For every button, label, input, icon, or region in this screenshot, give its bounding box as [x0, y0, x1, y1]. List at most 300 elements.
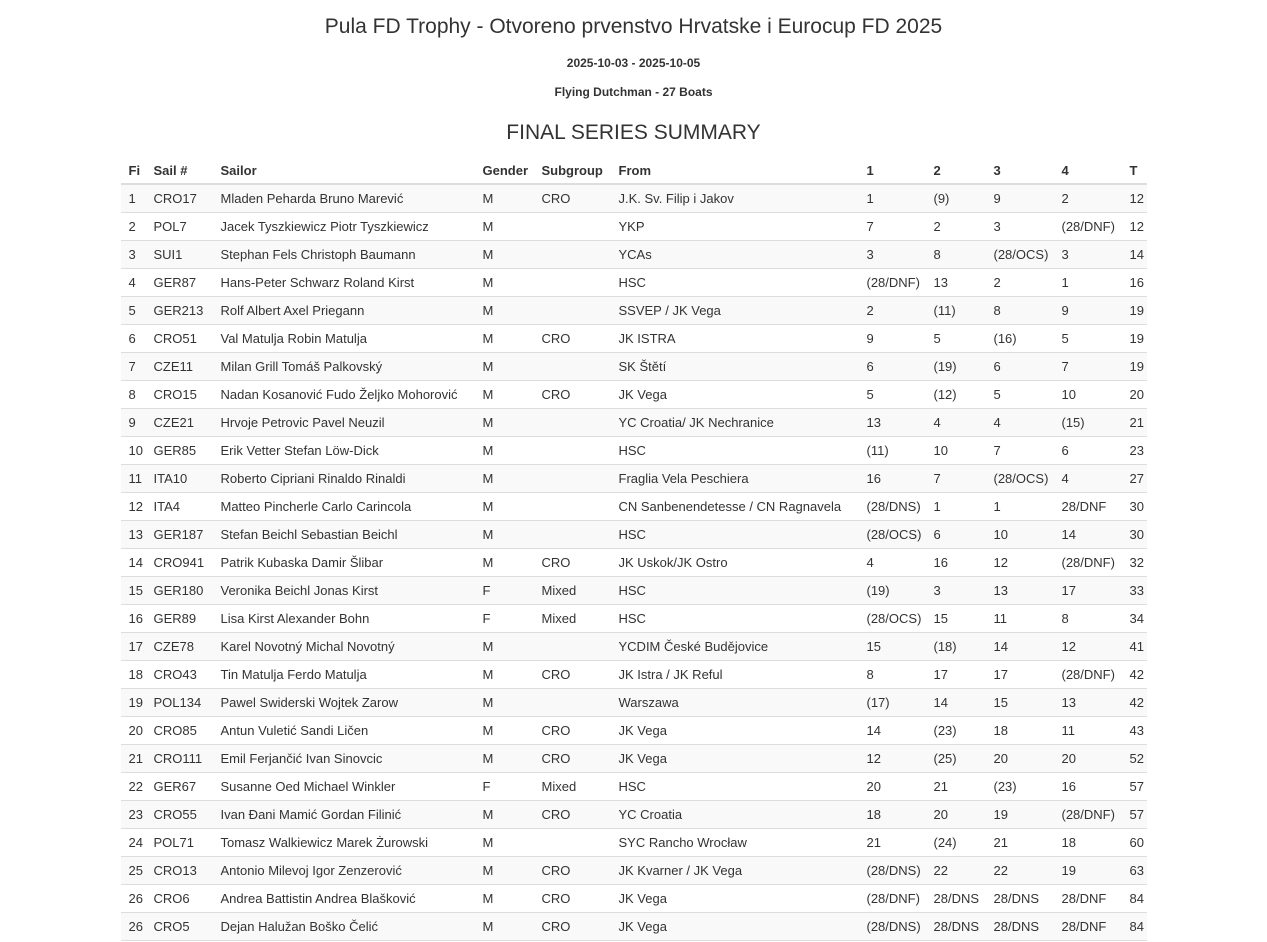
- cell-race-1: 18: [859, 801, 926, 829]
- cell-from: SK Štětí: [611, 353, 859, 381]
- cell-from: SYC Rancho Wrocław: [611, 829, 859, 857]
- cell-from: YC Croatia/ JK Nechranice: [611, 409, 859, 437]
- cell-fi: 17: [121, 633, 146, 661]
- cell-gender: M: [475, 633, 534, 661]
- cell-sailor: Patrik Kubaska Damir Šlibar: [213, 549, 475, 577]
- cell-from: JK Vega: [611, 381, 859, 409]
- cell-fi: 14: [121, 549, 146, 577]
- cell-race-3: 1: [986, 493, 1054, 521]
- cell-fi: 24: [121, 829, 146, 857]
- cell-race-2: (9): [926, 184, 986, 213]
- cell-total: 27: [1122, 465, 1147, 493]
- cell-race-2: 21: [926, 773, 986, 801]
- cell-race-3: 11: [986, 605, 1054, 633]
- cell-from: HSC: [611, 577, 859, 605]
- cell-total: 16: [1122, 269, 1147, 297]
- cell-race-3: 20: [986, 745, 1054, 773]
- cell-race-3: 6: [986, 353, 1054, 381]
- cell-gender: M: [475, 381, 534, 409]
- table-row: [121, 605, 1147, 633]
- cell-race-4: 3: [1054, 241, 1122, 269]
- cell-race-2: 16: [926, 549, 986, 577]
- column-header-race-1: 1: [859, 158, 926, 184]
- cell-race-2: 14: [926, 689, 986, 717]
- cell-sailor: Karel Novotný Michal Novotný: [213, 633, 475, 661]
- cell-sail-number: CRO6: [146, 885, 213, 913]
- cell-race-4: 18: [1054, 829, 1122, 857]
- cell-fi: 19: [121, 689, 146, 717]
- cell-sailor: Susanne Oed Michael Winkler: [213, 773, 475, 801]
- cell-sail-number: GER213: [146, 297, 213, 325]
- cell-sailor: Veronika Beichl Jonas Kirst: [213, 577, 475, 605]
- cell-sailor: Hrvoje Petrovic Pavel Neuzil: [213, 409, 475, 437]
- cell-fi: 18: [121, 661, 146, 689]
- cell-race-1: 2: [859, 297, 926, 325]
- cell-from: Warszawa: [611, 689, 859, 717]
- cell-from: YCDIM České Budějovice: [611, 633, 859, 661]
- cell-total: 30: [1122, 521, 1147, 549]
- cell-gender: M: [475, 661, 534, 689]
- cell-race-4: 28/DNF: [1054, 913, 1122, 941]
- cell-sailor: Antun Vuletić Sandi Ličen: [213, 717, 475, 745]
- column-header-race-4: 4: [1054, 158, 1122, 184]
- cell-race-1: 9: [859, 325, 926, 353]
- cell-race-1: 1: [859, 184, 926, 213]
- cell-gender: M: [475, 353, 534, 381]
- cell-gender: M: [475, 549, 534, 577]
- cell-fi: 20: [121, 717, 146, 745]
- cell-subgroup: [534, 689, 611, 717]
- cell-gender: M: [475, 493, 534, 521]
- cell-race-1: (19): [859, 577, 926, 605]
- table-row: [121, 829, 1147, 857]
- cell-race-1: (28/DNS): [859, 493, 926, 521]
- cell-race-2: 8: [926, 241, 986, 269]
- cell-fi: 1: [121, 184, 146, 213]
- cell-sailor: Lisa Kirst Alexander Bohn: [213, 605, 475, 633]
- cell-race-2: (23): [926, 717, 986, 745]
- cell-gender: M: [475, 857, 534, 885]
- cell-gender: F: [475, 605, 534, 633]
- cell-race-2: 15: [926, 605, 986, 633]
- cell-subgroup: CRO: [534, 184, 611, 213]
- cell-race-3: (23): [986, 773, 1054, 801]
- cell-gender: M: [475, 269, 534, 297]
- cell-race-2: 1: [926, 493, 986, 521]
- cell-from: JK Vega: [611, 745, 859, 773]
- cell-race-1: 13: [859, 409, 926, 437]
- cell-race-2: (19): [926, 353, 986, 381]
- cell-race-4: 2: [1054, 184, 1122, 213]
- cell-gender: F: [475, 773, 534, 801]
- cell-subgroup: [534, 633, 611, 661]
- cell-gender: M: [475, 297, 534, 325]
- table-row: [121, 885, 1147, 913]
- cell-race-2: 20: [926, 801, 986, 829]
- cell-fi: 9: [121, 409, 146, 437]
- cell-fi: 11: [121, 465, 146, 493]
- cell-race-4: 17: [1054, 577, 1122, 605]
- cell-subgroup: [534, 409, 611, 437]
- cell-race-1: 7: [859, 213, 926, 241]
- cell-sail-number: ITA10: [146, 465, 213, 493]
- cell-total: 84: [1122, 885, 1147, 913]
- cell-race-4: 11: [1054, 717, 1122, 745]
- cell-race-2: 10: [926, 437, 986, 465]
- cell-sail-number: CZE11: [146, 353, 213, 381]
- cell-total: 19: [1122, 325, 1147, 353]
- cell-race-4: 10: [1054, 381, 1122, 409]
- cell-race-4: 28/DNF: [1054, 493, 1122, 521]
- cell-sail-number: GER187: [146, 521, 213, 549]
- cell-sail-number: CRO13: [146, 857, 213, 885]
- cell-race-1: 5: [859, 381, 926, 409]
- cell-sailor: Roberto Cipriani Rinaldo Rinaldi: [213, 465, 475, 493]
- table-row: [121, 184, 1147, 213]
- cell-from: JK Vega: [611, 717, 859, 745]
- cell-subgroup: [534, 213, 611, 241]
- cell-race-2: 22: [926, 857, 986, 885]
- cell-race-3: (28/OCS): [986, 241, 1054, 269]
- cell-gender: F: [475, 577, 534, 605]
- cell-race-3: 5: [986, 381, 1054, 409]
- cell-race-1: 4: [859, 549, 926, 577]
- cell-from: J.K. Sv. Filip i Jakov: [611, 184, 859, 213]
- cell-sail-number: CRO941: [146, 549, 213, 577]
- cell-fi: 21: [121, 745, 146, 773]
- cell-subgroup: CRO: [534, 549, 611, 577]
- cell-gender: M: [475, 745, 534, 773]
- cell-race-1: (28/DNS): [859, 857, 926, 885]
- cell-subgroup: [534, 241, 611, 269]
- table-row: [121, 801, 1147, 829]
- cell-race-1: (28/OCS): [859, 521, 926, 549]
- cell-sail-number: POL71: [146, 829, 213, 857]
- cell-sail-number: CRO43: [146, 661, 213, 689]
- cell-gender: M: [475, 521, 534, 549]
- cell-race-1: 20: [859, 773, 926, 801]
- cell-race-3: 14: [986, 633, 1054, 661]
- table-row: [121, 717, 1147, 745]
- cell-from: YKP: [611, 213, 859, 241]
- cell-subgroup: [534, 297, 611, 325]
- cell-race-2: 5: [926, 325, 986, 353]
- cell-from: HSC: [611, 605, 859, 633]
- cell-race-4: 13: [1054, 689, 1122, 717]
- cell-subgroup: CRO: [534, 661, 611, 689]
- cell-race-2: 2: [926, 213, 986, 241]
- table-row: [121, 297, 1147, 325]
- cell-total: 12: [1122, 213, 1147, 241]
- cell-race-4: (28/DNF): [1054, 213, 1122, 241]
- column-header-from: From: [611, 158, 859, 184]
- cell-subgroup: CRO: [534, 857, 611, 885]
- cell-race-4: (28/DNF): [1054, 661, 1122, 689]
- table-row: [121, 857, 1147, 885]
- cell-sailor: Mladen Peharda Bruno Marević: [213, 184, 475, 213]
- cell-total: 23: [1122, 437, 1147, 465]
- table-row: [121, 689, 1147, 717]
- table-row: [121, 913, 1147, 941]
- cell-gender: M: [475, 717, 534, 745]
- cell-fi: 10: [121, 437, 146, 465]
- cell-fi: 16: [121, 605, 146, 633]
- cell-from: JK Uskok/JK Ostro: [611, 549, 859, 577]
- event-date-range: 2025-10-03 - 2025-10-05: [566, 56, 701, 70]
- cell-total: 19: [1122, 353, 1147, 381]
- cell-race-1: (11): [859, 437, 926, 465]
- cell-from: Fraglia Vela Peschiera: [611, 465, 859, 493]
- cell-race-3: 10: [986, 521, 1054, 549]
- cell-race-3: 28/DNS: [986, 885, 1054, 913]
- cell-total: 43: [1122, 717, 1147, 745]
- cell-gender: M: [475, 465, 534, 493]
- cell-gender: M: [475, 184, 534, 213]
- cell-race-3: 21: [986, 829, 1054, 857]
- cell-race-2: (11): [926, 297, 986, 325]
- table-row: [121, 325, 1147, 353]
- cell-fi: 7: [121, 353, 146, 381]
- cell-sail-number: ITA4: [146, 493, 213, 521]
- cell-race-4: 5: [1054, 325, 1122, 353]
- cell-fi: 6: [121, 325, 146, 353]
- cell-total: 14: [1122, 241, 1147, 269]
- cell-gender: M: [475, 801, 534, 829]
- cell-total: 84: [1122, 913, 1147, 941]
- cell-total: 32: [1122, 549, 1147, 577]
- cell-subgroup: CRO: [534, 381, 611, 409]
- cell-fi: 3: [121, 241, 146, 269]
- final-series-results-table: [121, 158, 1147, 941]
- cell-total: 52: [1122, 745, 1147, 773]
- cell-total: 12: [1122, 184, 1147, 213]
- cell-race-3: 18: [986, 717, 1054, 745]
- cell-race-1: 15: [859, 633, 926, 661]
- cell-subgroup: [534, 353, 611, 381]
- cell-race-3: 8: [986, 297, 1054, 325]
- cell-race-4: (28/DNF): [1054, 801, 1122, 829]
- cell-fi: 25: [121, 857, 146, 885]
- cell-subgroup: [534, 437, 611, 465]
- cell-race-3: (16): [986, 325, 1054, 353]
- cell-sailor: Erik Vetter Stefan Löw-Dick: [213, 437, 475, 465]
- cell-race-3: 19: [986, 801, 1054, 829]
- table-row: [121, 521, 1147, 549]
- cell-subgroup: CRO: [534, 913, 611, 941]
- cell-race-2: 13: [926, 269, 986, 297]
- cell-sailor: Dejan Halužan Boško Čelić: [213, 913, 475, 941]
- column-header-subgroup: Subgroup: [534, 158, 611, 184]
- cell-race-1: 14: [859, 717, 926, 745]
- cell-sailor: Matteo Pincherle Carlo Carincola: [213, 493, 475, 521]
- cell-race-1: (28/DNF): [859, 885, 926, 913]
- fleet-info: Flying Dutchman - 27 Boats: [554, 85, 713, 99]
- table-row: [121, 549, 1147, 577]
- cell-race-3: 17: [986, 661, 1054, 689]
- cell-race-2: 28/DNS: [926, 885, 986, 913]
- table-row: [121, 577, 1147, 605]
- cell-total: 60: [1122, 829, 1147, 857]
- cell-race-1: (28/OCS): [859, 605, 926, 633]
- column-header-total: T: [1122, 158, 1147, 184]
- cell-sailor: Jacek Tyszkiewicz Piotr Tyszkiewicz: [213, 213, 475, 241]
- cell-sail-number: GER87: [146, 269, 213, 297]
- cell-subgroup: CRO: [534, 885, 611, 913]
- cell-from: HSC: [611, 437, 859, 465]
- cell-from: JK Vega: [611, 885, 859, 913]
- cell-subgroup: CRO: [534, 717, 611, 745]
- cell-race-4: 6: [1054, 437, 1122, 465]
- report-header: [0, 0, 1267, 145]
- cell-gender: M: [475, 325, 534, 353]
- cell-race-2: (25): [926, 745, 986, 773]
- column-header-race-2: 2: [926, 158, 986, 184]
- cell-race-2: 6: [926, 521, 986, 549]
- cell-fi: 4: [121, 269, 146, 297]
- cell-race-1: 8: [859, 661, 926, 689]
- cell-race-1: 12: [859, 745, 926, 773]
- cell-sail-number: POL7: [146, 213, 213, 241]
- table-header: [121, 158, 1147, 184]
- table-header-row: [121, 158, 1147, 184]
- cell-total: 30: [1122, 493, 1147, 521]
- cell-race-4: 19: [1054, 857, 1122, 885]
- cell-race-2: 7: [926, 465, 986, 493]
- cell-fi: 15: [121, 577, 146, 605]
- cell-race-3: 2: [986, 269, 1054, 297]
- cell-sail-number: GER89: [146, 605, 213, 633]
- table-row: [121, 409, 1147, 437]
- cell-fi: 26: [121, 913, 146, 941]
- cell-total: 57: [1122, 801, 1147, 829]
- column-header-sail-number: Sail #: [146, 158, 213, 184]
- cell-sailor: Milan Grill Tomáš Palkovský: [213, 353, 475, 381]
- cell-sail-number: CRO111: [146, 745, 213, 773]
- column-header-sailor: Sailor: [213, 158, 475, 184]
- cell-from: HSC: [611, 269, 859, 297]
- cell-race-3: 15: [986, 689, 1054, 717]
- cell-from: JK ISTRA: [611, 325, 859, 353]
- cell-total: 34: [1122, 605, 1147, 633]
- cell-from: YC Croatia: [611, 801, 859, 829]
- cell-sail-number: GER85: [146, 437, 213, 465]
- table-row: [121, 633, 1147, 661]
- cell-race-2: (18): [926, 633, 986, 661]
- cell-subgroup: [534, 829, 611, 857]
- table-row: [121, 773, 1147, 801]
- cell-race-2: 28/DNS: [926, 913, 986, 941]
- cell-race-4: 8: [1054, 605, 1122, 633]
- cell-sailor: Stefan Beichl Sebastian Beichl: [213, 521, 475, 549]
- cell-total: 57: [1122, 773, 1147, 801]
- cell-race-3: 13: [986, 577, 1054, 605]
- cell-race-4: 1: [1054, 269, 1122, 297]
- cell-sailor: Emil Ferjančić Ivan Sinovcic: [213, 745, 475, 773]
- cell-from: JK Kvarner / JK Vega: [611, 857, 859, 885]
- column-header-fi: Fi: [121, 158, 146, 184]
- cell-sail-number: CZE21: [146, 409, 213, 437]
- table-row: [121, 241, 1147, 269]
- cell-subgroup: Mixed: [534, 605, 611, 633]
- cell-gender: M: [475, 241, 534, 269]
- cell-sail-number: CRO51: [146, 325, 213, 353]
- cell-fi: 8: [121, 381, 146, 409]
- cell-gender: M: [475, 437, 534, 465]
- cell-race-4: 16: [1054, 773, 1122, 801]
- cell-race-3: 28/DNS: [986, 913, 1054, 941]
- cell-from: SSVEP / JK Vega: [611, 297, 859, 325]
- cell-race-3: (28/OCS): [986, 465, 1054, 493]
- cell-sailor: Antonio Milevoj Igor Zenzerović: [213, 857, 475, 885]
- cell-from: JK Istra / JK Reful: [611, 661, 859, 689]
- cell-sailor: Rolf Albert Axel Priegann: [213, 297, 475, 325]
- cell-race-4: 14: [1054, 521, 1122, 549]
- cell-sail-number: CZE78: [146, 633, 213, 661]
- cell-sailor: Ivan Đani Mamić Gordan Filinić: [213, 801, 475, 829]
- cell-sailor: Hans-Peter Schwarz Roland Kirst: [213, 269, 475, 297]
- cell-gender: M: [475, 885, 534, 913]
- cell-subgroup: CRO: [534, 801, 611, 829]
- series-summary-title: FINAL SERIES SUMMARY: [506, 121, 761, 144]
- cell-sail-number: CRO5: [146, 913, 213, 941]
- cell-total: 63: [1122, 857, 1147, 885]
- cell-subgroup: [534, 493, 611, 521]
- cell-race-3: 7: [986, 437, 1054, 465]
- cell-fi: 5: [121, 297, 146, 325]
- table-row: [121, 745, 1147, 773]
- cell-total: 20: [1122, 381, 1147, 409]
- cell-gender: M: [475, 913, 534, 941]
- cell-sail-number: CRO85: [146, 717, 213, 745]
- table-row: [121, 493, 1147, 521]
- cell-race-3: 3: [986, 213, 1054, 241]
- cell-from: HSC: [611, 521, 859, 549]
- table-row: [121, 269, 1147, 297]
- cell-gender: M: [475, 689, 534, 717]
- table-row: [121, 353, 1147, 381]
- cell-total: 21: [1122, 409, 1147, 437]
- cell-sailor: Tin Matulja Ferdo Matulja: [213, 661, 475, 689]
- table-row: [121, 661, 1147, 689]
- cell-race-4: (15): [1054, 409, 1122, 437]
- cell-from: JK Vega: [611, 913, 859, 941]
- table-row: [121, 213, 1147, 241]
- column-header-gender: Gender: [475, 158, 534, 184]
- table-row: [121, 381, 1147, 409]
- cell-race-4: 20: [1054, 745, 1122, 773]
- cell-from: HSC: [611, 773, 859, 801]
- cell-race-3: 22: [986, 857, 1054, 885]
- cell-sailor: Nadan Kosanović Fudo Željko Mohorović: [213, 381, 475, 409]
- cell-race-2: (24): [926, 829, 986, 857]
- cell-race-2: 3: [926, 577, 986, 605]
- cell-race-1: 21: [859, 829, 926, 857]
- cell-sail-number: CRO15: [146, 381, 213, 409]
- cell-sail-number: SUI1: [146, 241, 213, 269]
- cell-race-1: 16: [859, 465, 926, 493]
- table-body: [121, 184, 1147, 941]
- cell-fi: 2: [121, 213, 146, 241]
- cell-subgroup: Mixed: [534, 773, 611, 801]
- cell-total: 19: [1122, 297, 1147, 325]
- cell-sail-number: POL134: [146, 689, 213, 717]
- event-title: Pula FD Trophy - Otvoreno prvenstvo Hrvatske i Eurocup FD 2025: [324, 15, 943, 38]
- cell-sailor: Pawel Swiderski Wojtek Zarow: [213, 689, 475, 717]
- cell-race-1: 6: [859, 353, 926, 381]
- cell-subgroup: Mixed: [534, 577, 611, 605]
- cell-sail-number: GER67: [146, 773, 213, 801]
- cell-sailor: Val Matulja Robin Matulja: [213, 325, 475, 353]
